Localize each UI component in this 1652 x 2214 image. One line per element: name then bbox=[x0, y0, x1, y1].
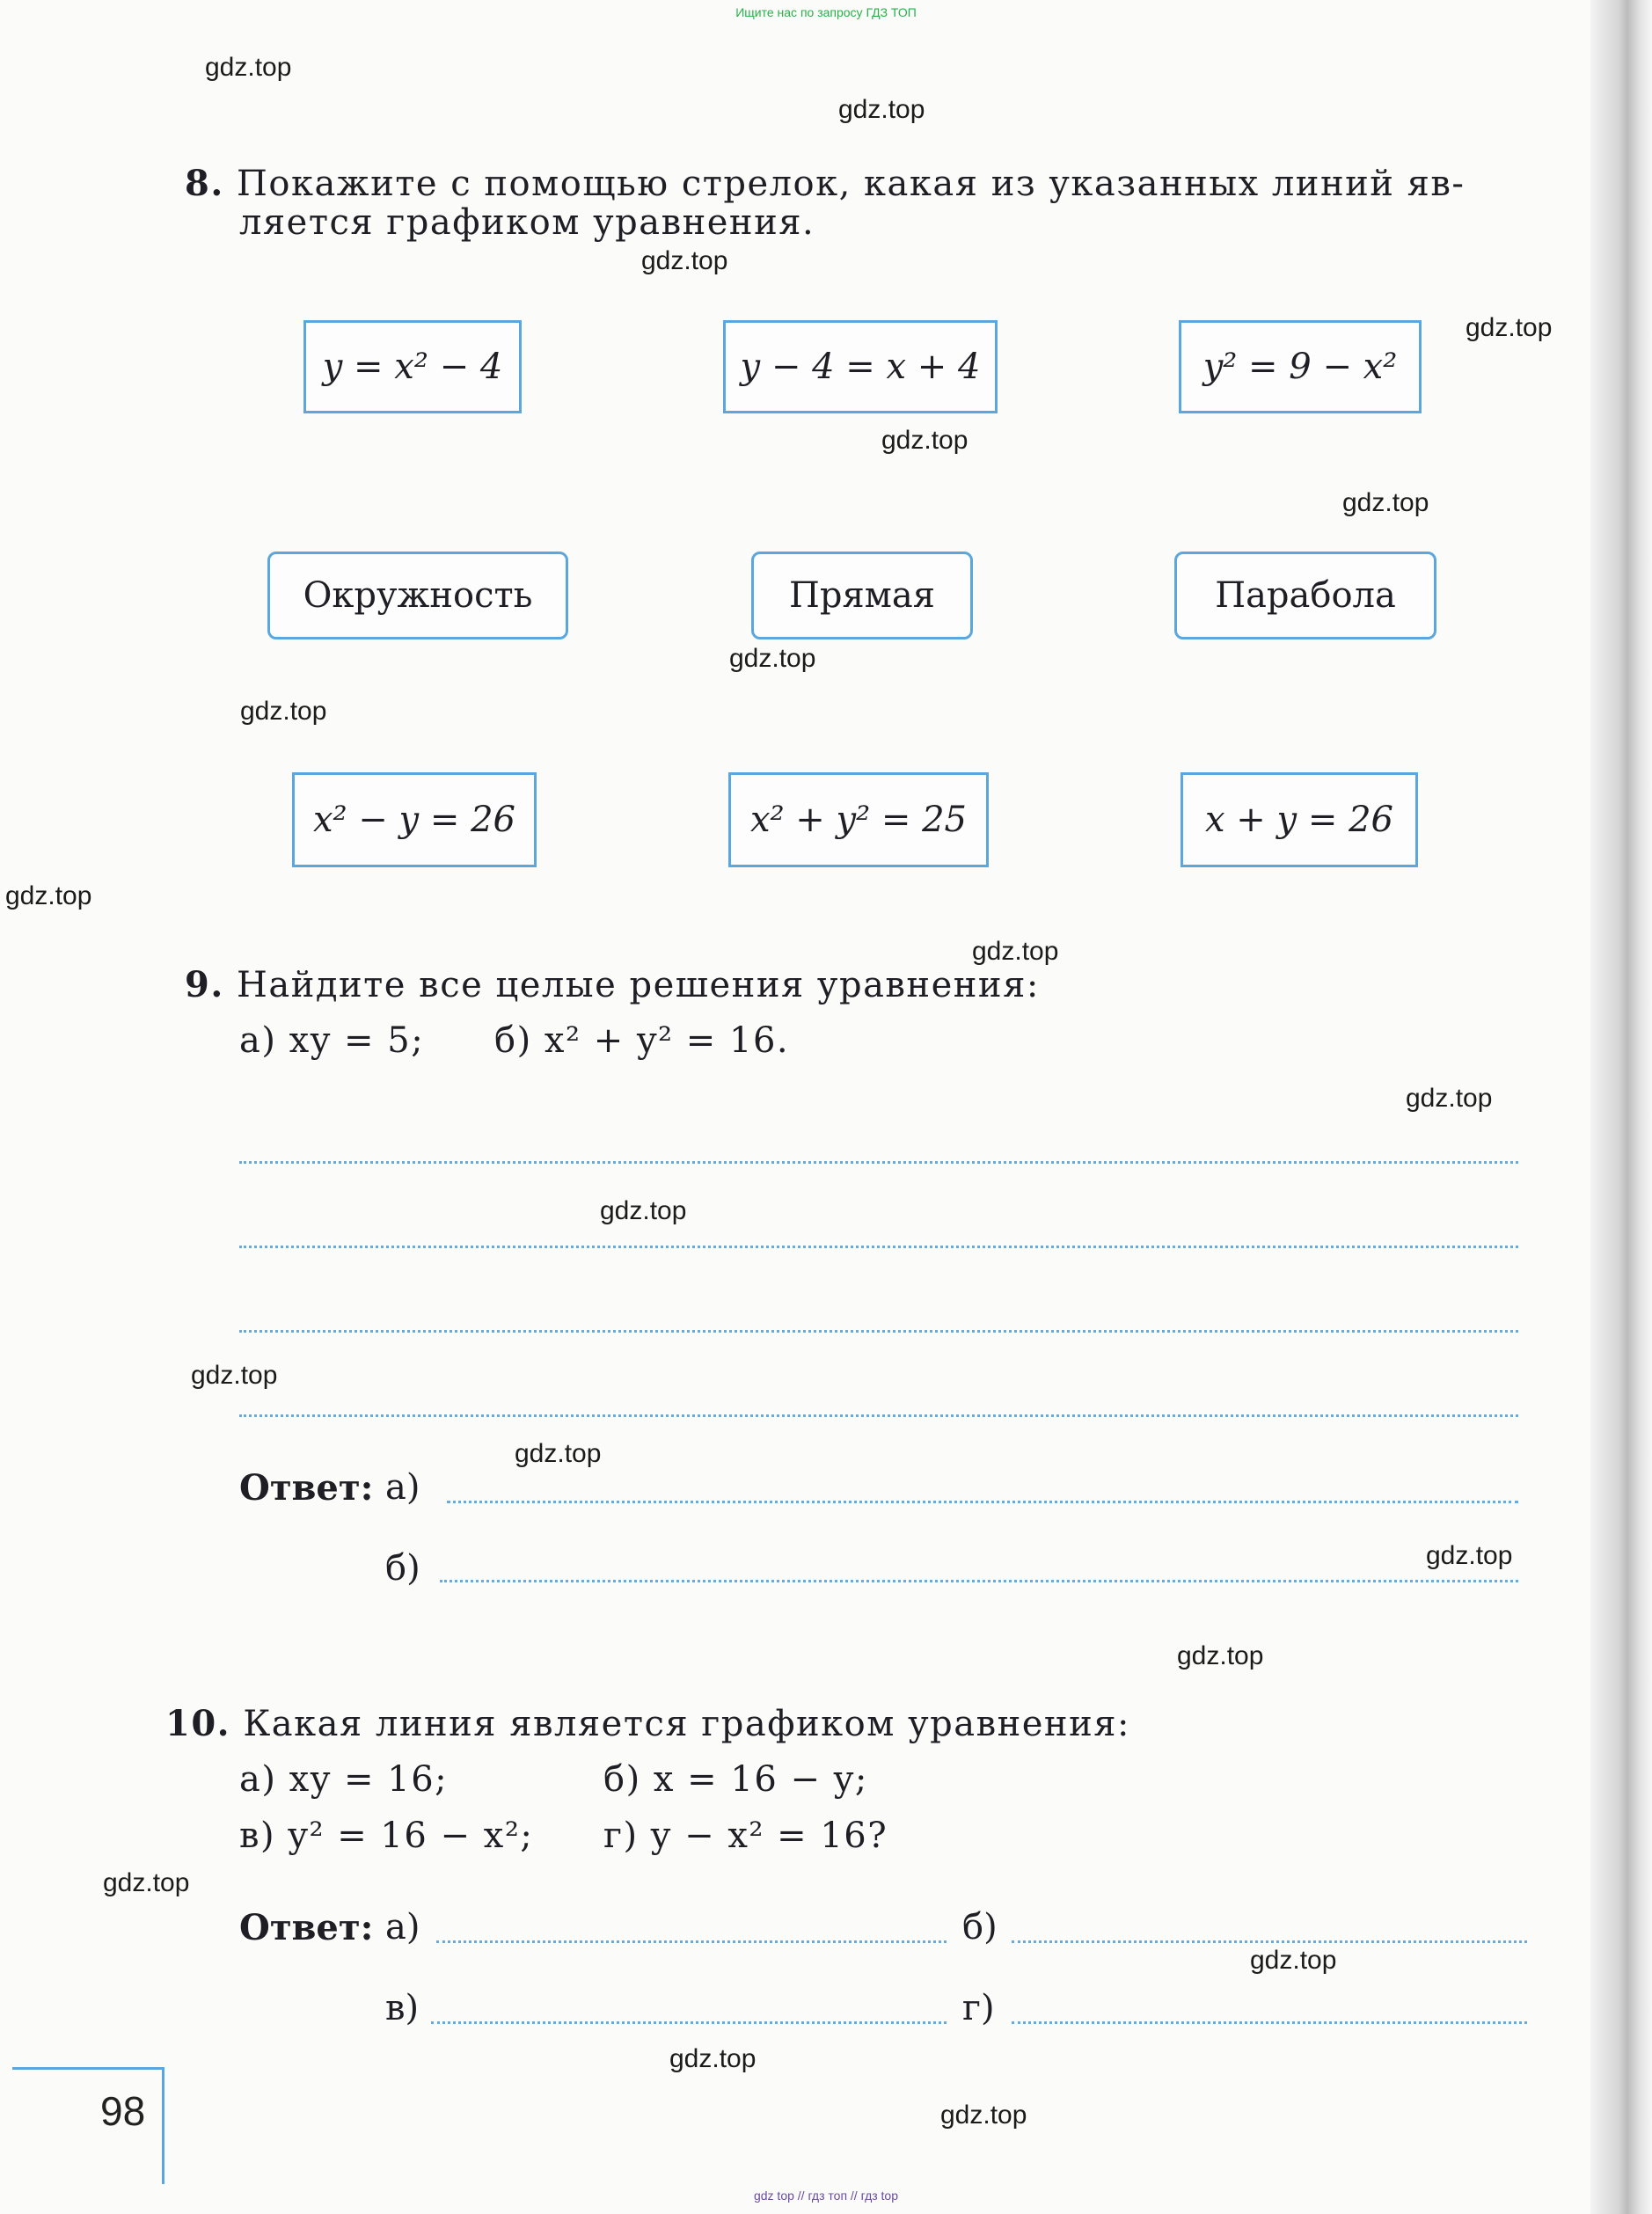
footer-note: gdz top // гдз топ // гдз top bbox=[753, 2188, 899, 2203]
watermark: gdz.top bbox=[103, 1868, 190, 1897]
page-number-frame bbox=[12, 2067, 164, 2184]
task10-part-a: а) xy = 16; bbox=[239, 1759, 449, 1800]
watermark: gdz.top bbox=[1466, 313, 1553, 342]
watermark: gdz.top bbox=[600, 1196, 687, 1225]
task10-answer-g-line[interactable] bbox=[1012, 2021, 1527, 2024]
watermark: gdz.top bbox=[838, 95, 925, 124]
line-type-parabola[interactable]: Парабола bbox=[1174, 552, 1436, 639]
task10-answer-g-label: г) bbox=[962, 1988, 995, 2028]
task9-heading bbox=[185, 964, 1040, 1005]
task9-answer-b-line[interactable] bbox=[440, 1580, 1518, 1582]
line-type-straight[interactable]: Прямая bbox=[751, 552, 973, 639]
task9-number: 9. bbox=[185, 964, 224, 1005]
task10-answer-b-line[interactable] bbox=[1012, 1940, 1527, 1943]
task10-answer-b-label: б) bbox=[962, 1907, 998, 1947]
answer-line-2[interactable] bbox=[239, 1246, 1518, 1248]
equation-box-5[interactable]: x² + y² = 25 bbox=[728, 772, 989, 867]
task9-answer-a-line[interactable] bbox=[447, 1501, 1518, 1503]
task9-part-a: а) xy = 5; bbox=[239, 1020, 425, 1061]
line-type-circle[interactable]: Окружность bbox=[267, 552, 568, 639]
task10-text: Какая линия является графиком уравнения: bbox=[243, 1704, 1130, 1744]
watermark: gdz.top bbox=[191, 1361, 278, 1390]
header-note: Ищите нас по запросу ГДЗ ТОП bbox=[735, 5, 917, 19]
task8-text-line2: ляется графиком уравнения. bbox=[239, 202, 815, 243]
task10-part-b: б) x = 16 − y; bbox=[603, 1759, 868, 1800]
watermark: gdz.top bbox=[515, 1439, 602, 1468]
equation-box-3[interactable]: y² = 9 − x² bbox=[1179, 320, 1422, 413]
page-number: 98 bbox=[100, 2088, 146, 2134]
equation-box-2[interactable]: y − 4 = x + 4 bbox=[723, 320, 998, 413]
watermark: gdz.top bbox=[729, 644, 816, 673]
watermark: gdz.top bbox=[669, 2044, 757, 2073]
task9-answer-a-label: а) bbox=[385, 1467, 420, 1508]
equation-box-6[interactable]: x + y = 26 bbox=[1181, 772, 1418, 867]
answer-line-1[interactable] bbox=[239, 1161, 1518, 1164]
task10-answer-v-label: в) bbox=[385, 1988, 420, 2028]
watermark: gdz.top bbox=[205, 53, 292, 82]
answer-line-3[interactable] bbox=[239, 1330, 1518, 1333]
watermark: gdz.top bbox=[1406, 1084, 1493, 1113]
task10-answer-v-line[interactable] bbox=[431, 2021, 947, 2024]
task8-number: 8. bbox=[185, 163, 224, 204]
watermark: gdz.top bbox=[641, 246, 728, 275]
watermark: gdz.top bbox=[240, 697, 327, 726]
task10-part-g: г) y − x² = 16? bbox=[603, 1816, 888, 1856]
watermark: gdz.top bbox=[972, 937, 1059, 966]
answer-line-4[interactable] bbox=[239, 1414, 1518, 1417]
watermark: gdz.top bbox=[881, 426, 969, 455]
task10-number: 10. bbox=[165, 1703, 231, 1744]
task8-text-line1: Покажите с помощью стрелок, какая из указанных линий яв- bbox=[236, 164, 1466, 204]
task10-part-v: в) y² = 16 − x²; bbox=[239, 1816, 534, 1856]
task10-answer-a-line[interactable] bbox=[436, 1940, 947, 1943]
watermark: gdz.top bbox=[1342, 488, 1429, 517]
task9-answer-label: Ответ: bbox=[239, 1467, 374, 1509]
task10-answer-label: Ответ: bbox=[239, 1907, 374, 1948]
task10-heading bbox=[165, 1703, 1130, 1744]
task9-answer-b-label: б) bbox=[385, 1548, 420, 1589]
watermark: gdz.top bbox=[1426, 1541, 1513, 1570]
equation-box-1[interactable]: y = x² − 4 bbox=[303, 320, 522, 413]
task9-text: Найдите все целые решения уравнения: bbox=[236, 965, 1040, 1005]
watermark: gdz.top bbox=[5, 881, 92, 910]
task10-answer-a-label: а) bbox=[385, 1907, 420, 1947]
watermark: gdz.top bbox=[1177, 1641, 1264, 1670]
watermark: gdz.top bbox=[1250, 1946, 1337, 1975]
watermark: gdz.top bbox=[940, 2101, 1027, 2130]
page-binding-shadow bbox=[1590, 0, 1652, 2214]
task9-part-b: б) x² + y² = 16. bbox=[494, 1020, 790, 1061]
equation-box-4[interactable]: x² − y = 26 bbox=[292, 772, 537, 867]
task8-line1 bbox=[185, 163, 1465, 204]
